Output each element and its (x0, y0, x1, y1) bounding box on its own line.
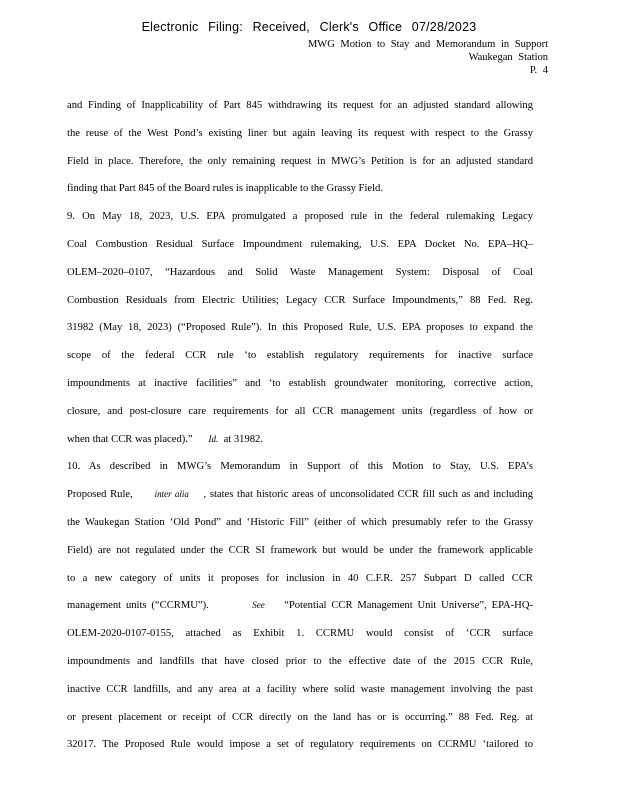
body-line: Combustion Residuals from Electric Utilities; Legacy CCR Surface Impoundments,” 88 Fed. Reg. (67, 294, 533, 306)
paragraph-10-start: 10. As described in MWG’s Memorandum in Support of this Motion to Stay, U.S. EPA’s (67, 461, 533, 473)
cite-page: at 31982. (223, 433, 263, 445)
body-line-text: when that CCR was placed).” (67, 433, 193, 445)
paragraph-9-start: 9. On May 18, 2023, U.S. EPA promulgated a proposed rule in the federal rulemaking Legacy (67, 211, 533, 223)
body-line-text: management units (“CCRMU”). (67, 600, 209, 612)
body-line: OLEM-2020-0107-0155, attached as Exhibit 1. CCRMU would consist of ‘CCR surface (67, 628, 533, 640)
body-line-with-cite (67, 426, 533, 454)
body-line: scope of the federal CCR rule ‘to establish regulatory requirements for inactive surface (67, 350, 533, 362)
filing-stamp: Electronic Filing: Received, Clerk's Office 07/28/2023 (141, 20, 477, 34)
body-line: inactive CCR landfills, and any area at a facility where solid waste management involving the past (67, 683, 533, 695)
running-head-title: MWG Motion to Stay and Memorandum in Support (307, 39, 548, 50)
id-cite: Id. (208, 433, 219, 444)
see-signal: See (252, 600, 265, 611)
body-line: impoundments at inactive facilities” and ‘to establish groundwater monitoring, corrective action, (67, 377, 533, 389)
body-line-text: Proposed Rule, (67, 489, 133, 501)
body-line: Field) are not regulated under the CCR SI framework but would be under the framework applicable (67, 544, 533, 556)
document-body (67, 92, 533, 759)
body-line-with-italic (67, 481, 533, 509)
body-line: Coal Combustion Residual Surface Impoundment rulemaking, U.S. EPA Docket No. EPA–HQ– (67, 238, 533, 250)
running-head (308, 38, 548, 77)
body-line: OLEM–2020–0107, “Hazardous and Solid Waste Management System: Disposal of Coal (67, 266, 533, 278)
body-line: finding that Part 845 of the Board rules is inapplicable to the Grassy Field. (67, 183, 383, 195)
body-line: the reuse of the West Pond’s existing liner but again leaving its request with respect to the Grassy (67, 127, 533, 139)
body-line-text: , states that historic areas of unconsolidated CCR fill such as and including (203, 489, 533, 501)
body-line: impoundments and landfills that have closed prior to the effective date of the 2015 CCR Rule, (67, 655, 533, 667)
body-line: or present placement or receipt of CCR directly on the land has or is occurring.” 88 Fed. Reg. at (67, 711, 533, 723)
body-line: closure, and post-closure care requirements for all CCR management units (regardless of how or (67, 405, 533, 417)
body-line: the Waukegan Station ‘Old Pond” and ‘Historic Fill” (either of which presumably refer to the Grassy (67, 516, 533, 528)
inter-alia: inter alia (154, 489, 189, 500)
running-head-subtitle: Waukegan Station (468, 52, 548, 63)
body-line: 32017. The Proposed Rule would impose a set of regulatory requirements on CCRMU ‘tailored to (67, 739, 533, 751)
body-line-text: “Potential CCR Management Unit Universe”, EPA-HQ- (284, 600, 533, 612)
body-line: 31982 (May 18, 2023) (“Proposed Rule”). In this Proposed Rule, U.S. EPA proposes to expand the (67, 322, 533, 334)
body-line: to a new category of units it proposes for inclusion in 40 C.F.R. 257 Subpart D called CCR (67, 572, 533, 584)
body-line: and Finding of Inapplicability of Part 845 withdrawing its request for an adjusted standard allowing (67, 100, 533, 111)
body-line: Field in place. Therefore, the only remaining request in MWG’s Petition is for an adjusted standard (67, 155, 533, 167)
body-line-with-signal (67, 592, 533, 620)
page-number: P. 4 (529, 65, 548, 76)
